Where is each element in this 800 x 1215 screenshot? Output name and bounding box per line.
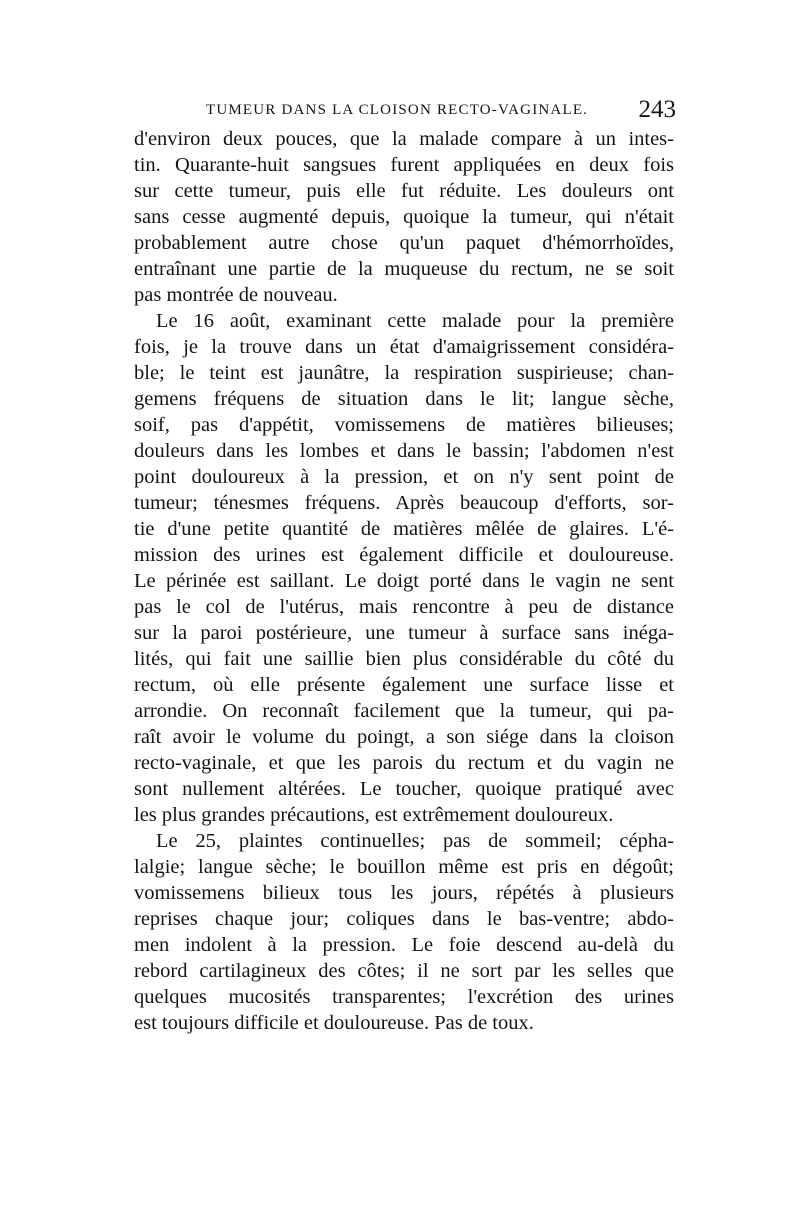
text-line: entraînant une partie de la muqueuse du rectum, ne se soit: [134, 258, 674, 280]
text-line: sans cesse augmenté depuis, quoique la tumeur, qui n'était: [134, 206, 674, 228]
page-number: 243: [638, 96, 676, 123]
text-line: pas montrée de nouveau.: [134, 284, 338, 306]
text-line: recto-vaginale, et que les parois du rectum et du vagin ne: [134, 752, 674, 774]
body-text: [134, 126, 674, 1036]
text-line: rectum, où elle présente également une surface lisse et: [134, 674, 674, 696]
text-line: soif, pas d'appétit, vomissemens de matières bilieuses;: [134, 414, 674, 436]
text-line: ble; le teint est jaunâtre, la respiration suspirieuse; chan-: [134, 362, 674, 384]
text-line: tin. Quarante-huit sangsues furent appliquées en deux fois: [134, 154, 674, 176]
text-line: men indolent à la pression. Le foie descend au-delà du: [134, 934, 674, 956]
text-line: d'environ deux pouces, que la malade compare à un intes-: [134, 128, 674, 150]
running-title: TUMEUR DANS LA CLOISON RECTO-VAGINALE.: [206, 102, 589, 118]
text-line: point douloureux à la pression, et on n'y sent point de: [134, 466, 674, 488]
text-line: mission des urines est également difficile et douloureuse.: [134, 544, 674, 566]
text-line: arrondie. On reconnaît facilement que la tumeur, qui pa-: [134, 700, 674, 722]
text-line: Le 25, plaintes continuelles; pas de sommeil; cépha-: [156, 830, 674, 852]
text-line: sur cette tumeur, puis elle fut réduite. Les douleurs ont: [134, 180, 674, 202]
text-line: quelques mucosités transparentes; l'excrétion des urines: [134, 986, 674, 1008]
text-line: sur la paroi postérieure, une tumeur à surface sans inéga-: [134, 622, 674, 644]
text-line: tie d'une petite quantité de matières mêlée de glaires. L'é-: [134, 518, 674, 540]
text-line: lalgie; langue sèche; le bouillon même est pris en dégoût;: [134, 856, 674, 878]
text-line: vomissemens bilieux tous les jours, répétés à plusieurs: [134, 882, 674, 904]
text-line: pas le col de l'utérus, mais rencontre à peu de distance: [134, 596, 674, 618]
text-line: lités, qui fait une saillie bien plus considérable du côté du: [134, 648, 674, 670]
text-line: gemens fréquens de situation dans le lit; langue sèche,: [134, 388, 674, 410]
paragraph: [134, 308, 674, 828]
text-line: sont nullement altérées. Le toucher, quoique pratiqué avec: [134, 778, 674, 800]
text-line: les plus grandes précautions, est extrêmement douloureux.: [134, 804, 614, 826]
text-line: Le 16 août, examinant cette malade pour la première: [156, 310, 674, 332]
text-line: reprises chaque jour; coliques dans le bas-ventre; abdo-: [134, 908, 674, 930]
text-line: fois, je la trouve dans un état d'amaigrissement considéra-: [134, 336, 674, 358]
text-line: raît avoir le volume du poingt, a son siége dans la cloison: [134, 726, 674, 748]
running-head: [136, 96, 676, 123]
text-line: tumeur; ténesmes fréquens. Après beaucoup d'efforts, sor-: [134, 492, 674, 514]
text-line: probablement autre chose qu'un paquet d'hémorrhoïdes,: [134, 232, 674, 254]
paragraph: [134, 126, 674, 308]
text-line: rebord cartilagineux des côtes; il ne sort par les selles que: [134, 960, 674, 982]
paragraph: [134, 828, 674, 1036]
text-line: Le périnée est saillant. Le doigt porté dans le vagin ne sent: [134, 570, 674, 592]
text-line: douleurs dans les lombes et dans le bassin; l'abdomen n'est: [134, 440, 674, 462]
text-line: est toujours difficile et douloureuse. Pas de toux.: [134, 1012, 534, 1034]
